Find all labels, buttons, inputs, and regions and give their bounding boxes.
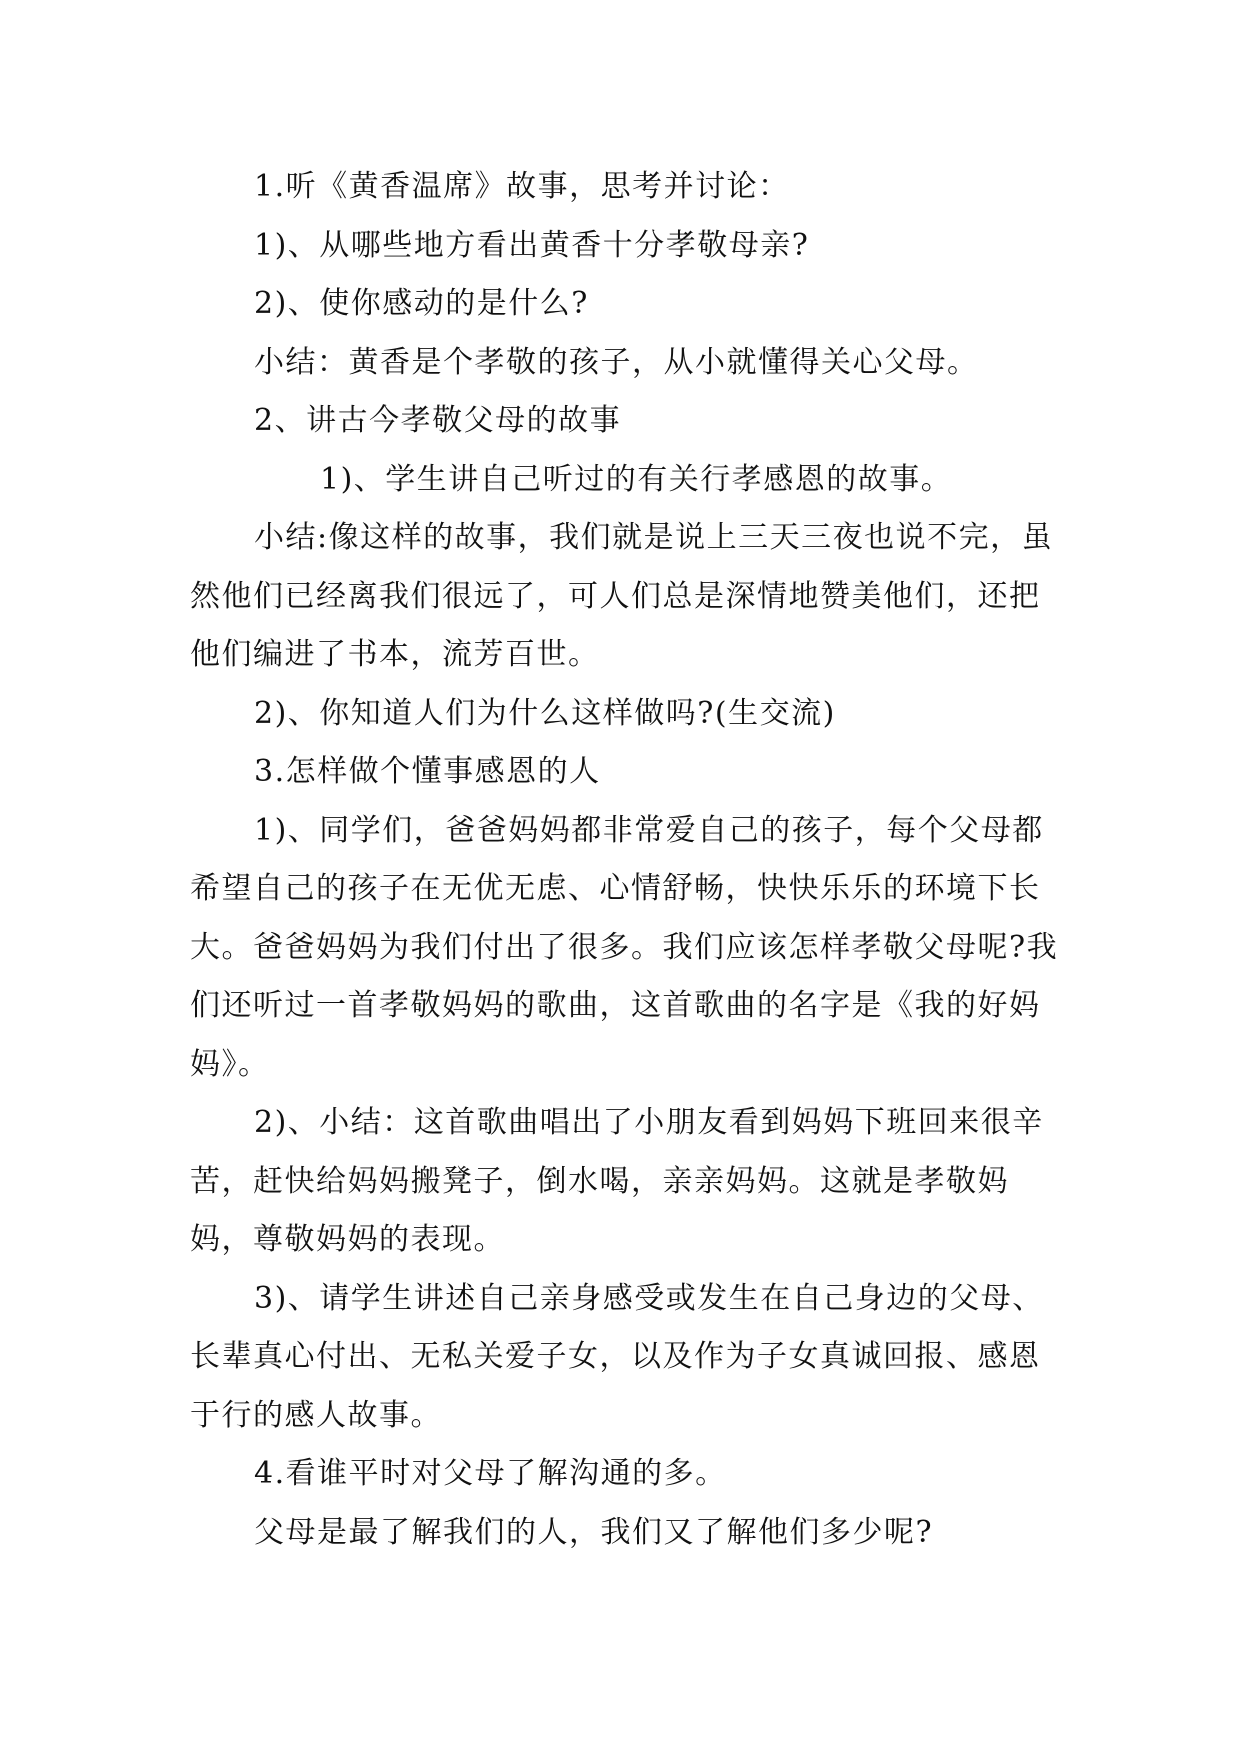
- paragraph-story-heading: 1.听《黄香温席》故事，思考并讨论：: [254, 169, 790, 204]
- document-body: [190, 158, 1070, 1562]
- paragraph-section-4-text: 父母是最了解我们的人，我们又了解他们多少呢?: [254, 1514, 934, 1550]
- paragraph-section-2-item-2: 2)、你知道人们为什么这样做吗?(生交流): [254, 695, 836, 731]
- paragraph-question-2: 2)、使你感动的是什么?: [254, 286, 589, 321]
- paragraph-section-3-item-2: 2)、小结：这首歌曲唱出了小朋友看到妈妈下班回来很辛苦，赶快给妈妈搬凳子，倒水喝，亲亲妈妈。这就是孝敬妈妈，尊敬妈妈的表现。: [190, 1105, 1044, 1257]
- paragraph-section-3-item-1: 1)、同学们，爸爸妈妈都非常爱自己的孩子，每个父母都希望自己的孩子在无优无虑、心情舒畅，快快乐乐的环境下长大。爸爸妈妈为我们付出了很多。我们应该怎样孝敬父母呢?我们还听过一首孝敬妈妈的歌曲，这首歌曲的名字是《我的好妈妈》。: [190, 812, 1059, 1082]
- paragraph-section-4-heading: 4.看谁平时对父母了解沟通的多。: [254, 1456, 727, 1491]
- paragraph-section-3-heading: 3.怎样做个懂事感恩的人: [254, 754, 601, 789]
- paragraph-question-1: 1)、从哪些地方看出黄香十分孝敬母亲?: [254, 227, 810, 263]
- paragraph-summary-2: 小结:像这样的故事，我们就是说上三天三夜也说不完，虽然他们已经离我们很远了，可人们总是深情地赞美他们，还把他们编进了书本，流芳百世。: [190, 520, 1054, 672]
- paragraph-section-2-heading: 2、讲古今孝敬父母的故事: [254, 403, 622, 438]
- paragraph-section-3-item-3: 3)、请学生讲述自己亲身感受或发生在自己身边的父母、长辈真心付出、无私关爱子女，以及作为子女真诚回报、感恩于行的感人故事。: [190, 1280, 1044, 1433]
- paragraph-summary-1: 小结：黄香是个孝敬的孩子，从小就懂得关心父母。: [254, 344, 979, 380]
- paragraph-section-2-item-1: 1)、学生讲自己听过的有关行孝感恩的故事。: [320, 461, 953, 497]
